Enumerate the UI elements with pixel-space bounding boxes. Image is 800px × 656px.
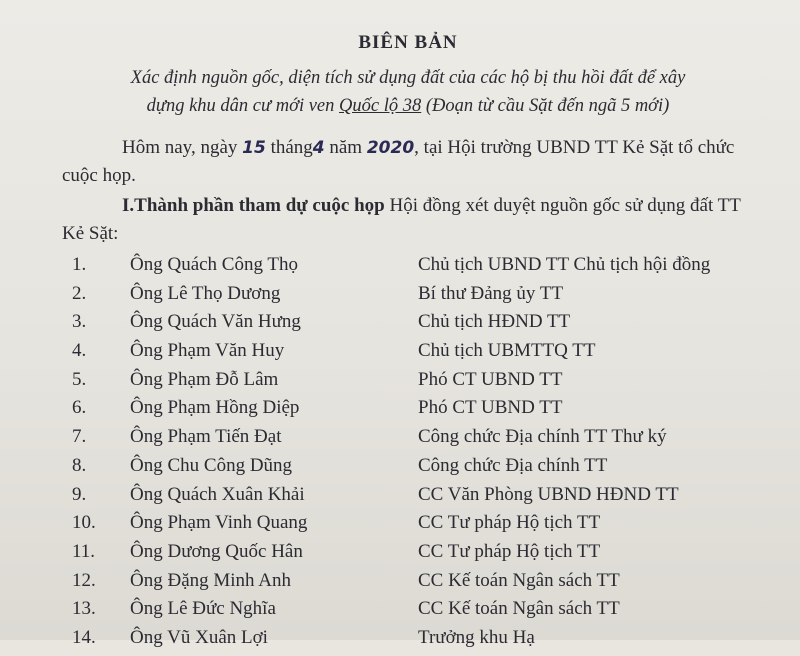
member-name: Ông Phạm Văn Huy <box>130 340 285 362</box>
member-row <box>62 369 754 398</box>
member-role: Chủ tịch UBMTTQ TT <box>418 340 596 362</box>
member-role: CC Kế toán Ngân sách TT <box>418 569 620 591</box>
member-number: 5. <box>72 368 87 390</box>
handwritten-year: 2020 <box>366 138 415 158</box>
member-name: Ông Phạm Tiến Đạt <box>130 426 282 448</box>
member-row <box>62 598 754 627</box>
member-name: Ông Phạm Vinh Quang <box>130 512 308 534</box>
member-role: CC Văn Phòng UBND HĐND TT <box>418 483 679 505</box>
member-name: Ông Quách Công Thọ <box>130 254 298 275</box>
member-role: CC Tư pháp Hộ tịch TT <box>418 540 601 562</box>
member-name: Ông Vũ Xuân Lợi <box>130 626 268 648</box>
handwritten-month: 4 <box>312 138 325 158</box>
member-name: Ông Quách Xuân Khải <box>130 483 305 505</box>
member-number: 2. <box>72 282 87 304</box>
member-role: CC Kế toán Ngân sách TT <box>418 598 620 620</box>
member-row <box>62 426 754 455</box>
member-number: 1. <box>72 254 87 275</box>
member-row <box>62 254 754 283</box>
member-number: 8. <box>72 454 87 476</box>
member-number: 11. <box>72 540 96 562</box>
intro-part-3: năm <box>324 137 363 158</box>
member-name: Ông Phạm Đỗ Lâm <box>130 368 279 390</box>
section-participants <box>62 192 754 248</box>
member-name: Ông Phạm Hồng Diệp <box>130 397 300 419</box>
member-number: 4. <box>72 340 87 362</box>
document-subtitle <box>62 64 754 120</box>
member-number: 14. <box>72 626 96 648</box>
subtitle-prefix: dựng khu dân cư mới ven <box>146 96 340 116</box>
document-title: BIÊN BẢN <box>358 32 458 53</box>
member-role: Công chức Địa chính TT <box>418 454 608 476</box>
member-number: 6. <box>72 397 87 419</box>
member-role: Phó CT UBND TT <box>418 368 563 390</box>
member-row <box>62 455 754 484</box>
member-list <box>62 254 754 656</box>
member-name: Ông Lê Đức Nghĩa <box>130 598 276 620</box>
member-row <box>62 541 754 570</box>
subtitle-underlined: Quốc lộ 38 <box>339 96 422 116</box>
member-role: Chủ tịch UBND TT Chủ tịch hội đồng <box>418 254 711 275</box>
member-role: Trưởng khu Hạ <box>418 626 535 648</box>
subtitle-line-1: Xác định nguồn gốc, diện tích sử dụng đất của các hộ bị thu hồi đất để xây <box>130 68 686 88</box>
member-name: Ông Đặng Minh Anh <box>130 569 291 591</box>
member-number: 7. <box>72 426 87 448</box>
member-name: Ông Lê Thọ Dương <box>130 282 281 304</box>
member-row <box>62 311 754 340</box>
member-role: Bí thư Đảng ủy TT <box>418 282 564 304</box>
member-role: Chủ tịch HĐND TT <box>418 311 571 333</box>
subtitle-line-2 <box>62 92 754 120</box>
intro-part-2: tháng <box>265 137 313 158</box>
member-role: CC Tư pháp Hộ tịch TT <box>418 512 601 534</box>
member-name: Ông Dương Quốc Hân <box>130 540 303 562</box>
member-number: 9. <box>72 483 87 505</box>
member-row <box>62 283 754 312</box>
handwritten-day: 15 <box>242 138 266 158</box>
member-row <box>62 340 754 369</box>
member-row <box>62 484 754 513</box>
section-heading: I.Thành phần tham dự cuộc họp <box>122 195 385 216</box>
section-text: Hội đồng xét duyệt nguồn gốc sử dụng đất TT Kẻ Sặt: <box>62 195 741 244</box>
member-row <box>62 570 754 599</box>
member-number: 12. <box>72 569 96 591</box>
member-name: Ông Quách Văn Hưng <box>130 311 301 333</box>
intro-part-4: , tại Hội trường UBND TT Kẻ Sặt tổ chức cuộc họp. <box>62 137 735 186</box>
member-number: 13. <box>72 598 96 620</box>
member-row <box>62 627 754 656</box>
member-name: Ông Chu Công Dũng <box>130 454 293 476</box>
member-number: 3. <box>72 311 87 333</box>
member-row <box>62 397 754 426</box>
subtitle-suffix: (Đoạn từ cầu Sặt đến ngã 5 mới) <box>421 96 670 116</box>
member-number: 10. <box>72 512 96 534</box>
intro-part-1: Hôm nay, ngày <box>122 137 243 158</box>
intro-paragraph <box>62 134 754 190</box>
member-row <box>62 512 754 541</box>
member-role: Công chức Địa chính TT Thư ký <box>418 426 667 448</box>
member-role: Phó CT UBND TT <box>418 397 563 419</box>
